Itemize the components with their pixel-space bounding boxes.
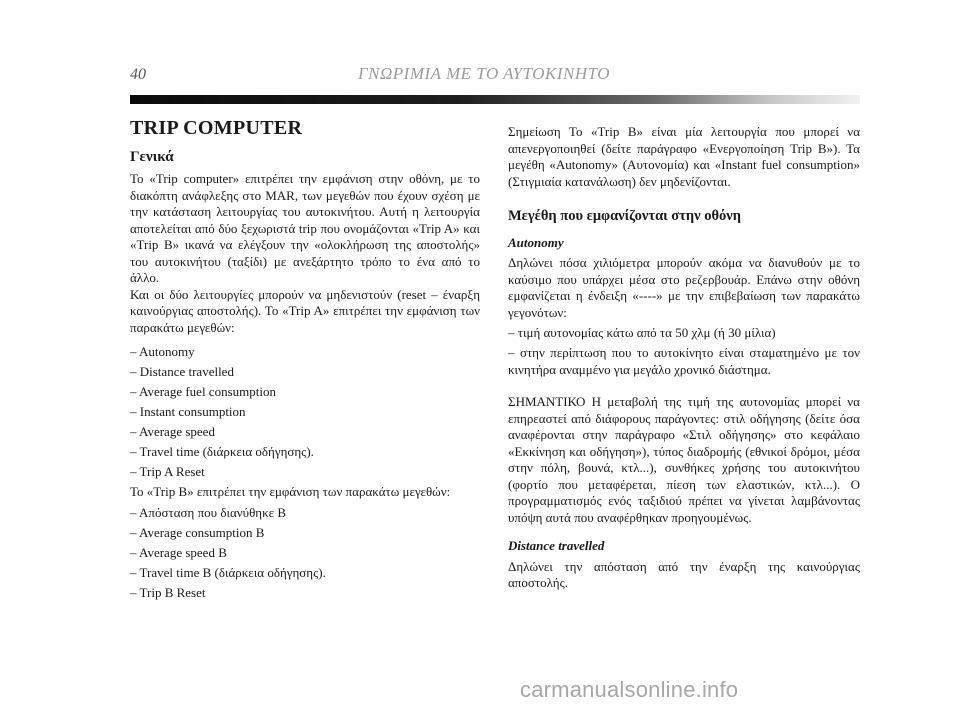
note-paragraph: Σημείωση Το «Trip B» είναι μία λειτουργία που μπορεί να απενεργοποιηθεί (δείτε παράγραφο «Ενεργοποίηση Trip B»). Τα μεγέθη «Autonomy» (Αυτονομία) και «Instant fuel consumption» (Στιγμιαία κατανάλωση) δεν μηδενίζονται. — [508, 124, 860, 189]
autonomy-title: Autonomy — [508, 234, 564, 250]
section-heading: TRIP COMPUTER — [130, 117, 303, 139]
distance-title: Distance travelled — [508, 538, 605, 553]
distance-paragraph: Δηλώνει την απόσταση από την έναρξη της καινούργιας αποστολής. — [508, 558, 860, 590]
display-values-heading: Μεγέθη που εμφανίζονται στην οθόνη — [508, 208, 741, 224]
list-item: – Trip A Reset — [130, 464, 205, 479]
list-item: – Autonomy — [130, 344, 195, 359]
list-item: – Travel time (διάρκεια οδήγησης). — [130, 444, 314, 459]
list-item: – Instant consumption — [130, 404, 246, 419]
trip-b-list — [130, 504, 480, 601]
intro-paragraph: Το «Trip computer» επιτρέπει την εμφάνιση στην οθόνη, με το διακόπτη ανάφλεξης στο MAR, των μεγεθών που έχουν σχέση με την κατάσταση λειτουργίας του αυτοκινήτου. Αυτή η λειτουργία αποτελείται από δύο ξεχωριστά trip που ονομάζονται «Trip A» και «Trip B» ικανά να ελέγξουν την «ολοκλήρωση της αποστολής» του αυτοκινήτου (ταξίδι) με ανεξάρτητο τρόπο το ένα από το άλλο. — [130, 171, 480, 285]
list-item: – Distance travelled — [130, 364, 234, 379]
running-title: ΓΝΩΡΙΜΙΑ ΜΕ ΤΟ ΑΥΤΟΚΙΝΗΤΟ — [358, 64, 611, 83]
subheading-general: Γενικά — [130, 148, 174, 165]
autonomy-item: – τιμή αυτονομίας κάτω από τα 50 χλμ (ή 30 μίλια) — [508, 325, 776, 340]
list-item: – Απόσταση που διανύθηκε B — [130, 504, 287, 520]
trip-b-paragraph: Το «Trip B» επιτρέπει την εμφάνιση των παρακάτω μεγεθών: — [130, 484, 451, 499]
right-column — [508, 124, 860, 592]
list-item: – Travel time B (διάρκεια οδήγησης). — [130, 564, 326, 580]
list-item: – Average speed — [130, 424, 215, 439]
header-rule — [130, 95, 860, 104]
autonomy-item: – στην περίπτωση που το αυτοκίνητο είναι σταματημένο με τον κινητήρα αναμμένο για μεγάλο χρονικό διάστημα. — [508, 345, 860, 377]
trip-a-list — [130, 343, 480, 480]
reset-paragraph: Και οι δύο λειτουργίες μπορούν να μηδενιστούν (reset – έναρξη καινούργιας αποστολής). Το «Trip A» επιτρέπει την εμφάνιση των παρακάτω μεγεθών: — [130, 286, 480, 335]
autonomy-paragraph: Δηλώνει πόσα χιλιόμετρα μπορούν ακόμα να διανυθούν με το καύσιμο που υπάρχει μέσα στο ρεζερβουάρ. Επάνω στην οθόνη εμφανίζεται η ένδειξη «----» με την επιβεβαίωση των παρακάτω γεγονότων: — [508, 255, 860, 320]
important-paragraph: ΣΗΜΑΝΤΙΚΟ Η μεταβολή της τιμή της αυτονομίας μπορεί να επηρεαστεί από διάφορους παράγοντες: στιλ οδήγησης (δείτε όσα αναφέρονται στην παράγραφο «Στιλ οδήγησης» στο κεφάλαιο «Εκκίνηση και οδήγηση»), τύπος διαδρομής (εθνικοί δρόμοι, μέσα στην πόλη, βουνά, κτλ...), συνθήκες χρήσης του αυτοκινήτου (φορτίο που μεταφέρεται, πίεση των ελαστικών, κτλ...). Ο προγραμματισμός ενός ταξιδιού πρέπει να γίνεται λαμβάνοντας υπόψη αυτά που αναφέρθηκαν προηγουμένως. — [508, 394, 860, 525]
list-item: – Average speed B — [130, 544, 227, 560]
watermark: carmanualsonline.info — [520, 677, 739, 702]
list-item: – Trip B Reset — [130, 584, 206, 600]
page-number: 40 — [130, 66, 146, 83]
list-item: – Average consumption B — [130, 524, 265, 540]
left-column — [130, 118, 480, 601]
list-item: – Average fuel consumption — [130, 384, 276, 399]
